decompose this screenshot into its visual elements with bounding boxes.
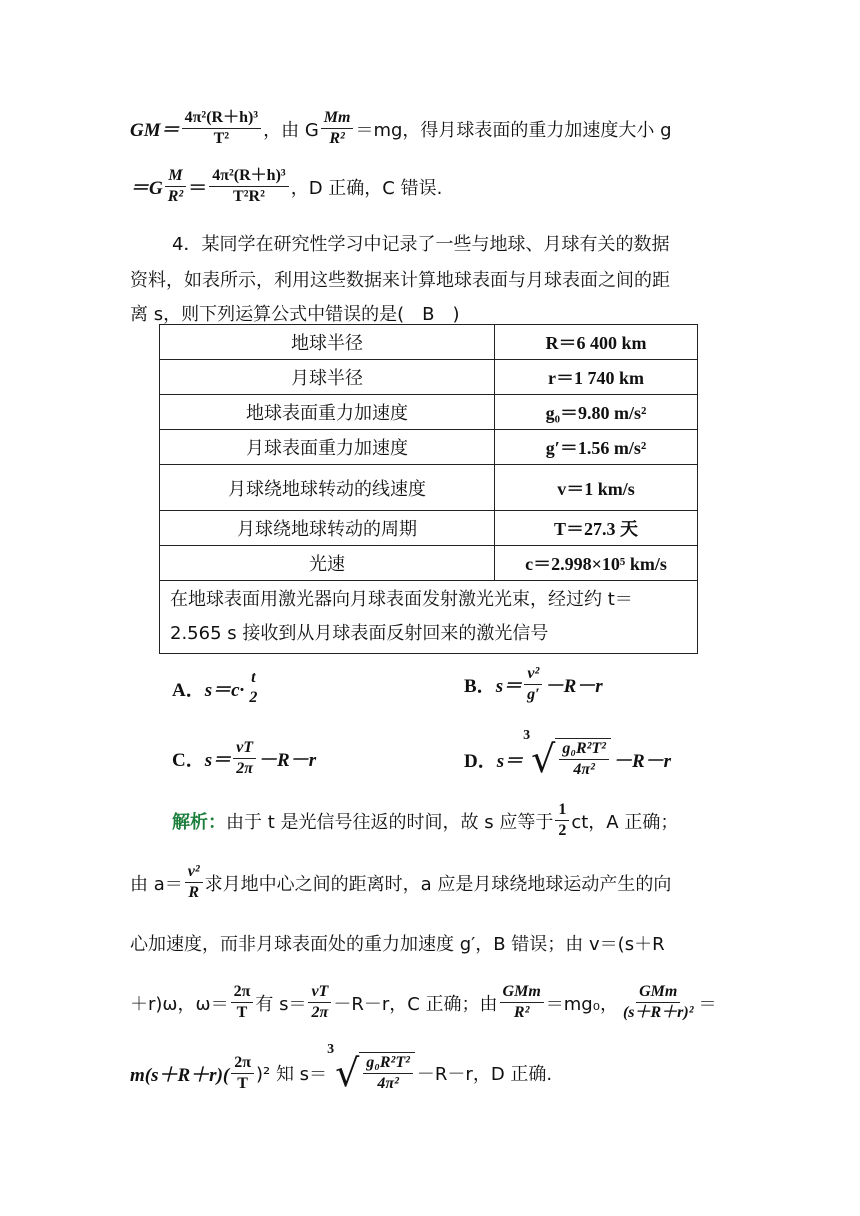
fraction: $\frac{\text{g₀R²T²}}{\text{4π²}}$ bbox=[363, 1053, 413, 1094]
data-table bbox=[159, 324, 698, 654]
option-d: D． s＝ 3 √ $\frac{\text{g₀R²T²}}{\text{4π²}}$ －R－r bbox=[464, 728, 672, 781]
table-row: 月球绕地球转动的周期 T＝27.3 天 bbox=[160, 511, 698, 546]
cube-root: 3 √ $\frac{\text{g₀R²T²}}{\text{4π²}}$ bbox=[329, 1052, 415, 1094]
question-line-2: 资料，如表所示，利用这些数据来计算地球表面与月球表面之间的距 bbox=[130, 270, 670, 291]
fraction: $\frac{2\pi}{T}$ bbox=[231, 1053, 254, 1094]
analysis-line-2: 由 a＝ $\frac{\text{v²}}{R}$ 求月地中心之间的距离时，a 应是月球绕地球运动产生的向 bbox=[130, 863, 672, 901]
fraction: $\frac{\text{4π²(R＋h)³}}{\text{T²R²}}$ bbox=[209, 166, 288, 207]
table-row: 月球表面重力加速度 g′＝1.56 m/s² bbox=[160, 430, 698, 465]
fraction: $\frac{vT}{2\pi}$ bbox=[233, 738, 256, 779]
fraction: $\frac{\text{GMm}}{\text{R²}}$ bbox=[500, 982, 544, 1023]
cube-root: 3 √ $\frac{\text{g₀R²T²}}{\text{4π²}}$ bbox=[525, 738, 611, 780]
table-row: 月球半径 r＝1 740 km bbox=[160, 360, 698, 395]
analysis-line-5: m(s＋R＋r)( $\frac{2\pi}{T}$ )² 知 s＝ 3 √ $\frac{\text{g₀R²T²}}{\text{4π²}}$ －R－r，D 正确. bbox=[130, 1042, 553, 1095]
analysis-line-3: 心加速度，而非月球表面处的重力加速度 g′，B 错误；由 v＝(s＋R bbox=[130, 934, 665, 955]
analysis-line-4: ＋r)ω，ω＝ $\frac{2\pi}{T}$ 有 s＝ $\frac{vT}{2\pi}$ －R－r，C 正确；由 $\frac{\text{GMm}}{\text{R²}}$ ＝mg₀， $\frac{\text{GMm}}{\text{(s＋R＋r)²}}$ ＝ bbox=[130, 983, 717, 1021]
table-note-row: 在地球表面用激光器向月球表面发射激光光束，经过约 t＝ 2.565 s 接收到从月球表面反射回来的激光信号 bbox=[160, 581, 698, 654]
option-b: B． s＝ $\frac{\text{v²}}{g'}$ －R－r bbox=[464, 665, 603, 703]
fraction: $\frac{M}{\text{R²}}$ bbox=[165, 166, 186, 207]
analysis-line-1: 解析： 由于 t 是光信号往返的时间，故 s 应等于 $\frac{1}{2}$ ct，A 正确； bbox=[172, 801, 679, 839]
fraction: $\frac{\text{v²}}{g'}$ bbox=[524, 664, 543, 705]
radical-sign: √ bbox=[335, 1051, 360, 1095]
table-row: 地球表面重力加速度 g₀＝9.80 m/s² bbox=[160, 395, 698, 430]
fraction: $\frac{\text{GMm}}{\text{(s＋R＋r)²}}$ bbox=[622, 983, 694, 1021]
option-a: A． s＝c· t 2 bbox=[172, 668, 262, 708]
fraction: $\frac{Mm}{\text{R²}}$ bbox=[321, 108, 354, 149]
fraction: $\frac{vT}{2\pi}$ bbox=[308, 982, 331, 1023]
prev-line-1: GM＝ $\frac{\text{4π²(R＋h)³}}{\text{T²}}$ ，由 G $\frac{Mm}{\text{R²}}$ ＝mg，得月球表面的重力加速度大小 g bbox=[130, 109, 672, 147]
analysis-tag: 解析： bbox=[172, 811, 226, 833]
prev-line-2: ＝G $\frac{M}{\text{R²}}$ ＝ $\frac{\text{4π²(R＋h)³}}{\text{T²R²}}$ ，D 正确，C 错误. bbox=[130, 167, 443, 205]
fraction: t 2 bbox=[249, 669, 258, 706]
question-line-1: 4．某同学在研究性学习中记录了一些与地球、月球有关的数据 bbox=[172, 234, 670, 255]
table-row: 光速 c＝2.998×10⁵ km/s bbox=[160, 546, 698, 581]
radical-sign: √ bbox=[531, 737, 556, 781]
question-line-3: 离 s，则下列运算公式中错误的是( B ) bbox=[130, 304, 460, 325]
fraction: $\frac{\text{g₀R²T²}}{\text{4π²}}$ bbox=[559, 739, 609, 780]
table-row: 月球绕地球转动的线速度 v＝1 km/s bbox=[160, 465, 698, 511]
option-c: C． s＝ $\frac{vT}{2\pi}$ －R－r bbox=[172, 739, 317, 777]
fraction: $\frac{\text{4π²(R＋h)³}}{\text{T²}}$ bbox=[182, 108, 261, 149]
fraction: $\frac{\text{v²}}{R}$ bbox=[185, 862, 203, 903]
fraction: $\frac{2\pi}{T}$ bbox=[231, 982, 254, 1023]
table-row: 地球半径 R＝6 400 km bbox=[160, 325, 698, 360]
fraction: $\frac{1}{2}$ bbox=[555, 800, 569, 841]
